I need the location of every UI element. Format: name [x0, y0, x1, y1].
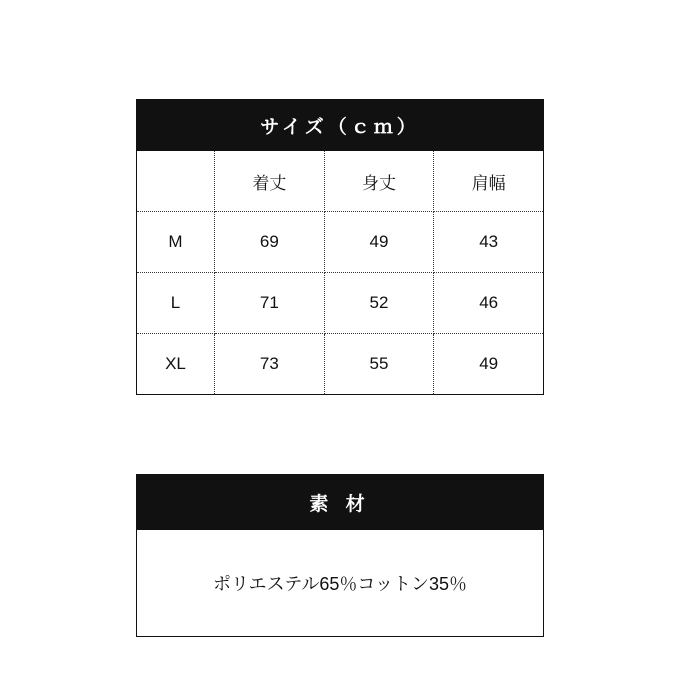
size-row-m-kitake: 69 — [215, 212, 325, 273]
size-table-title-row — [137, 100, 544, 151]
material-table-value-row — [137, 530, 544, 637]
size-table-title: サイズ（ｃｍ） — [137, 100, 544, 151]
size-row-m-katahaba: 43 — [434, 212, 544, 273]
size-row-xl-mitake: 55 — [324, 334, 434, 395]
size-table — [136, 99, 544, 395]
table-row — [137, 212, 544, 273]
material-table-title: 素 材 — [137, 475, 544, 530]
size-row-l-kitake: 71 — [215, 273, 325, 334]
material-composition-value: ポリエステル65％コットン35％ — [137, 530, 544, 637]
table-row — [137, 273, 544, 334]
size-table-header-kitake: 着丈 — [215, 151, 325, 212]
size-row-label-xl: XL — [137, 334, 215, 395]
size-row-l-katahaba: 46 — [434, 273, 544, 334]
size-table-header-katahaba: 肩幅 — [434, 151, 544, 212]
size-row-label-l: L — [137, 273, 215, 334]
table-row — [137, 334, 544, 395]
size-table-header-row — [137, 151, 544, 212]
material-table-title-row — [137, 475, 544, 530]
size-table-header-blank — [137, 151, 215, 212]
size-row-xl-kitake: 73 — [215, 334, 325, 395]
size-row-label-m: M — [137, 212, 215, 273]
size-row-xl-katahaba: 49 — [434, 334, 544, 395]
size-table-header-mitake: 身丈 — [324, 151, 434, 212]
size-row-m-mitake: 49 — [324, 212, 434, 273]
material-table — [136, 474, 544, 637]
size-row-l-mitake: 52 — [324, 273, 434, 334]
